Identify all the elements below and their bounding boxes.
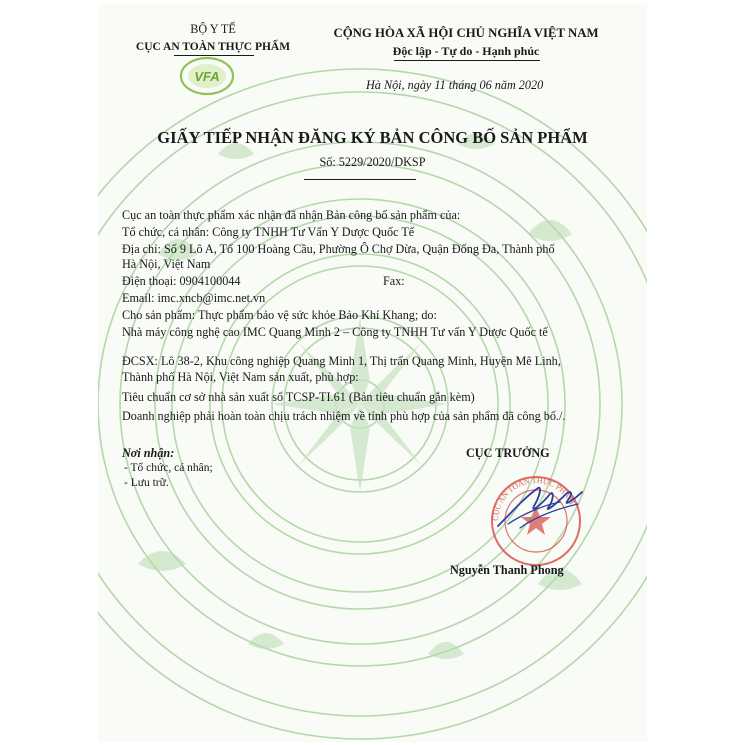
signer-name: Nguyễn Thanh Phong [450,563,564,577]
certificate-page [98,4,647,742]
number-underline [304,179,416,180]
phone-number: Điện thoại: 0904100044 [122,274,241,288]
signer-role: CỤC TRƯỞNG [466,446,550,460]
national-motto: Độc lập - Tự do - Hạnh phúc [392,44,540,58]
address-line-2: Hà Nội, Việt Nam [122,257,211,271]
intro-text: Cục an toàn thực phẩm xác nhận đã nhận Bản công bố sản phẩm của: [122,208,461,222]
department-name: CỤC AN TOÀN THỰC PHẨM [135,41,291,53]
standard-line: Tiêu chuẩn cơ sở nhà sản xuất số TCSP-TI.61 (Bản tiêu chuẩn gắn kèm) [122,390,475,404]
motto-underline [394,60,540,61]
vfa-logo [178,54,236,98]
issue-date: Hà Nội, ngày 11 tháng 06 năm 2020 [366,78,544,92]
recipient-item: - Tổ chức, cá nhân; [124,462,213,474]
manufacturer-line: Nhà máy công nghệ cao IMC Quang Minh 2 – Công ty TNHH Tư vấn Y Dược Quốc tế [122,325,548,339]
document-title: GIẤY TIẾP NHẬN ĐĂNG KÝ BẢN CÔNG BỐ SẢN PHẨM [157,128,588,147]
email-address: Email: imc.xncb@imc.net.vn [122,291,266,305]
handwritten-signature [490,476,586,540]
stamp-text: CỤC AN TOÀN THỰC PHẨM [490,475,577,522]
address-line-1: Địa chỉ: Số 9 Lô A, Tổ 100 Hoàng Cầu, Phường Ô Chợ Dừa, Quận Đống Đa, Thành phố [122,242,555,256]
document-number: Số: 5229/2020/DKSP [319,155,426,169]
ministry-name: BỘ Y TẾ [190,22,236,36]
product-line: Cho sản phẩm: Thực phẩm bảo vệ sức khỏe Bảo Khí Khang; do: [122,308,437,322]
organization: Tổ chức, cá nhân: Công ty TNHH Tư Vấn Y Dược Quốc Tế [122,225,415,239]
svg-text:VFA: VFA [194,69,220,84]
fax-label: Fax: [383,274,405,288]
recipients-heading: Nơi nhận: [122,446,175,460]
production-address-2: Thành phố Hà Nội, Việt Nam sản xuất, phù hợp: [122,370,359,384]
recipient-item: - Lưu trữ. [124,477,169,489]
production-address-1: ĐCSX: Lô 38-2, Khu công nghiệp Quang Minh 1, Thị trấn Quang Minh, Huyện Mê Linh, [122,354,561,368]
country-name: CỘNG HÒA XÃ HỘI CHỦ NGHĨA VIỆT NAM [333,26,599,40]
responsibility-line: Doanh nghiệp phải hoàn toàn chịu trách nhiệm về tính phù hợp của sản phẩm đã công bố./. [122,409,566,423]
